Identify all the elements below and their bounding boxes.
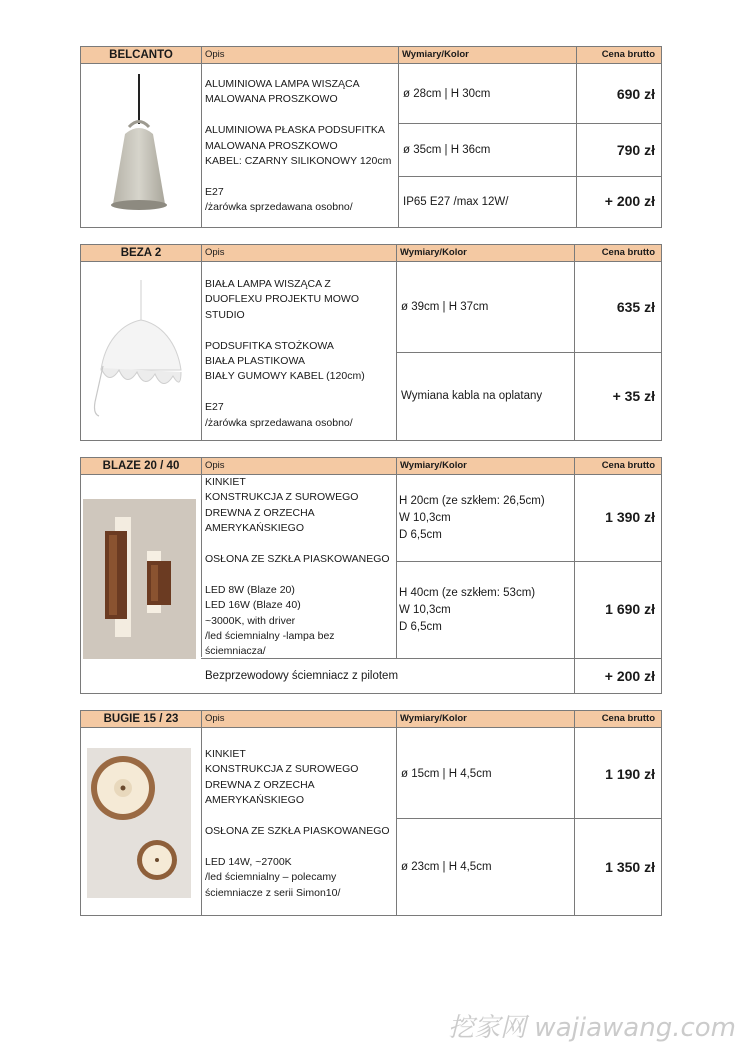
wall-lamp-image	[81, 728, 201, 916]
pendant-lamp-image	[81, 262, 201, 440]
product-image-cell	[81, 64, 202, 227]
header-opis: Opis	[205, 713, 225, 724]
wall-lamp-image	[81, 475, 201, 659]
watermark: 挖家网 wajiawang.com	[448, 1013, 736, 1043]
extra-option-price: + 200 zł	[604, 668, 655, 684]
product-description: KINKIET KONSTRUKCJA Z SUROWEGO DREWNA Z ORZECHA AMERYKAŃSKIEGO OSŁONA ZE SZKŁA PIASKOWANEGO LED 14W, ~2700K /led ściemnialny – polecamy ściemniacze z serii Simon10/	[205, 748, 390, 899]
price-value: 790 zł	[616, 142, 655, 158]
table-header	[81, 245, 661, 262]
header-dimensions: Wymiary/Kolor	[396, 245, 467, 261]
table-header	[81, 711, 661, 728]
dimension-value: ø 28cm | H 30cm	[403, 88, 491, 100]
product-table-bugie	[80, 710, 662, 916]
dimension-value: ø 39cm | H 37cm	[401, 301, 489, 313]
product-table-blaze	[80, 457, 662, 694]
price-value: 1 690 zł	[605, 601, 655, 617]
header-opis: Opis	[205, 247, 225, 258]
header-opis: Opis	[205, 460, 225, 471]
price-value: 690 zł	[616, 86, 655, 102]
price-value: + 35 zł	[612, 388, 655, 404]
header-price: Cena brutto	[601, 247, 655, 258]
table-header	[81, 458, 661, 475]
product-name: BUGIE 15 / 23	[81, 711, 202, 727]
price-value: + 200 zł	[604, 193, 655, 209]
dimension-value: Wymiana kabla na oplatany	[401, 390, 543, 402]
product-description: KINKIET KONSTRUKCJA Z SUROWEGO DREWNA Z ORZECHA AMERYKAŃSKIEGO OSŁONA ZE SZKŁA PIASKOWANEGO LED 8W (Blaze 20) LED 16W (Blaze 40) ~3000K, with driver /led ściemnialny -lampa bez ściemniacza/	[205, 476, 390, 658]
header-opis: Opis	[205, 49, 225, 60]
dimension-value: IP65 E27 /max 12W/	[403, 196, 509, 208]
header-dimensions: Wymiary/Kolor	[396, 458, 467, 474]
product-name: BELCANTO	[81, 47, 202, 63]
dimension-value: ø 15cm | H 4,5cm	[401, 768, 492, 780]
table-header	[81, 47, 661, 64]
product-description: ALUMINIOWA LAMPA WISZĄCA MALOWANA PROSZKOWO ALUMINIOWA PŁASKA PODSUFITKA MALOWANA PROSZKOWO KABEL: CZARNY SILIKONOWY 120cm E27 /żarówka sprzedawana osobno/	[205, 78, 392, 214]
product-image-cell	[81, 262, 202, 440]
header-price: Cena brutto	[601, 713, 655, 724]
dimension-value: H 40cm (ze szkłem: 53cm) W 10,3cm D 6,5cm	[399, 587, 536, 633]
header-dimensions: Wymiary/Kolor	[396, 711, 467, 727]
product-table-beza	[80, 244, 662, 441]
extra-option-label: Bezprzewodowy ściemniacz z pilotem	[205, 670, 399, 682]
price-value: 1 190 zł	[605, 766, 655, 782]
product-description: BIAŁA LAMPA WISZĄCA Z DUOFLEXU PROJEKTU MOWO STUDIO PODSUFITKA STOŻKOWA BIAŁA PLASTIKOWA BIAŁY GUMOWY KABEL (120cm) E27 /żarówka sprzedawana osobno/	[205, 278, 365, 429]
product-image-cell	[81, 475, 202, 657]
dimension-value: ø 35cm | H 36cm	[403, 144, 491, 156]
header-price: Cena brutto	[601, 460, 655, 471]
price-value: 1 390 zł	[605, 509, 655, 525]
product-name: BLAZE 20 / 40	[81, 458, 202, 474]
product-name: BEZA 2	[81, 245, 202, 261]
product-image-cell	[81, 728, 202, 915]
pendant-lamp-image	[81, 64, 201, 228]
price-value: 1 350 zł	[605, 859, 655, 875]
dimension-value: H 20cm (ze szkłem: 26,5cm) W 10,3cm D 6,5cm	[399, 495, 545, 541]
dimension-value: ø 23cm | H 4,5cm	[401, 861, 492, 873]
price-value: 635 zł	[616, 299, 655, 315]
header-price: Cena brutto	[601, 49, 655, 60]
header-dimensions: Wymiary/Kolor	[398, 47, 469, 63]
product-table-belcanto	[80, 46, 662, 228]
